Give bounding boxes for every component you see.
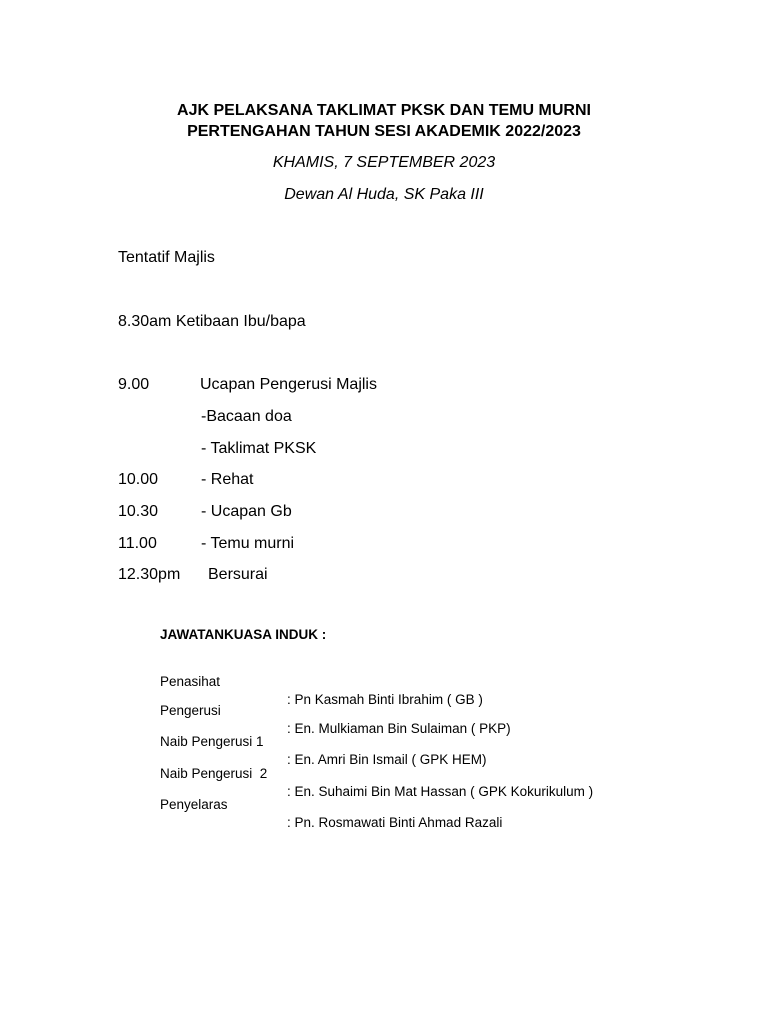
document-title-line-2: PERTENGAHAN TAHUN SESI AKADEMIK 2022/2023 [187, 123, 581, 140]
schedule-activity: - Temu murni [201, 535, 295, 552]
schedule-time: 10.30 [118, 503, 159, 520]
schedule-time: 9.00 [118, 376, 150, 393]
committee-member: : Pn Kasmah Binti Ibrahim ( GB ) [287, 692, 483, 707]
schedule-activity: Ucapan Pengerusi Majlis [200, 376, 377, 393]
committee-member: : En. Suhaimi Bin Mat Hassan ( GPK Kokurikulum ) [287, 784, 594, 799]
committee-member: : En. Mulkiaman Bin Sulaiman ( PKP) [287, 721, 511, 736]
committee-member: : En. Amri Bin Ismail ( GPK HEM) [287, 752, 487, 767]
schedule-activity: - Taklimat PKSK [201, 440, 317, 457]
committee-role: Pengerusi [160, 703, 221, 718]
schedule-heading: Tentatif Majlis [118, 249, 215, 266]
schedule-activity: - Rehat [201, 471, 254, 488]
schedule-activity: - Ucapan Gb [201, 503, 292, 520]
committee-role: Naib Pengerusi 1 [160, 734, 264, 749]
committee-member: : Pn. Rosmawati Binti Ahmad Razali [287, 815, 503, 830]
committee-role: Penasihat [160, 674, 221, 689]
schedule-time: 10.00 [118, 471, 159, 488]
schedule-activity: Bersurai [208, 566, 268, 583]
schedule-time: 11.00 [118, 535, 157, 552]
committee-role: Naib Pengerusi 2 [160, 766, 268, 781]
event-venue: Dewan Al Huda, SK Paka III [284, 186, 484, 203]
schedule-activity: -Bacaan doa [201, 408, 292, 425]
event-date: KHAMIS, 7 SEPTEMBER 2023 [272, 154, 496, 171]
schedule-time: 12.30pm [118, 566, 181, 583]
document-title-line-1: AJK PELAKSANA TAKLIMAT PKSK DAN TEMU MURNI [177, 102, 591, 119]
committee-heading: JAWATANKUASA INDUK : [160, 627, 327, 642]
committee-role: Penyelaras [160, 797, 228, 812]
schedule-arrival: 8.30am Ketibaan Ibu/bapa [118, 313, 306, 330]
